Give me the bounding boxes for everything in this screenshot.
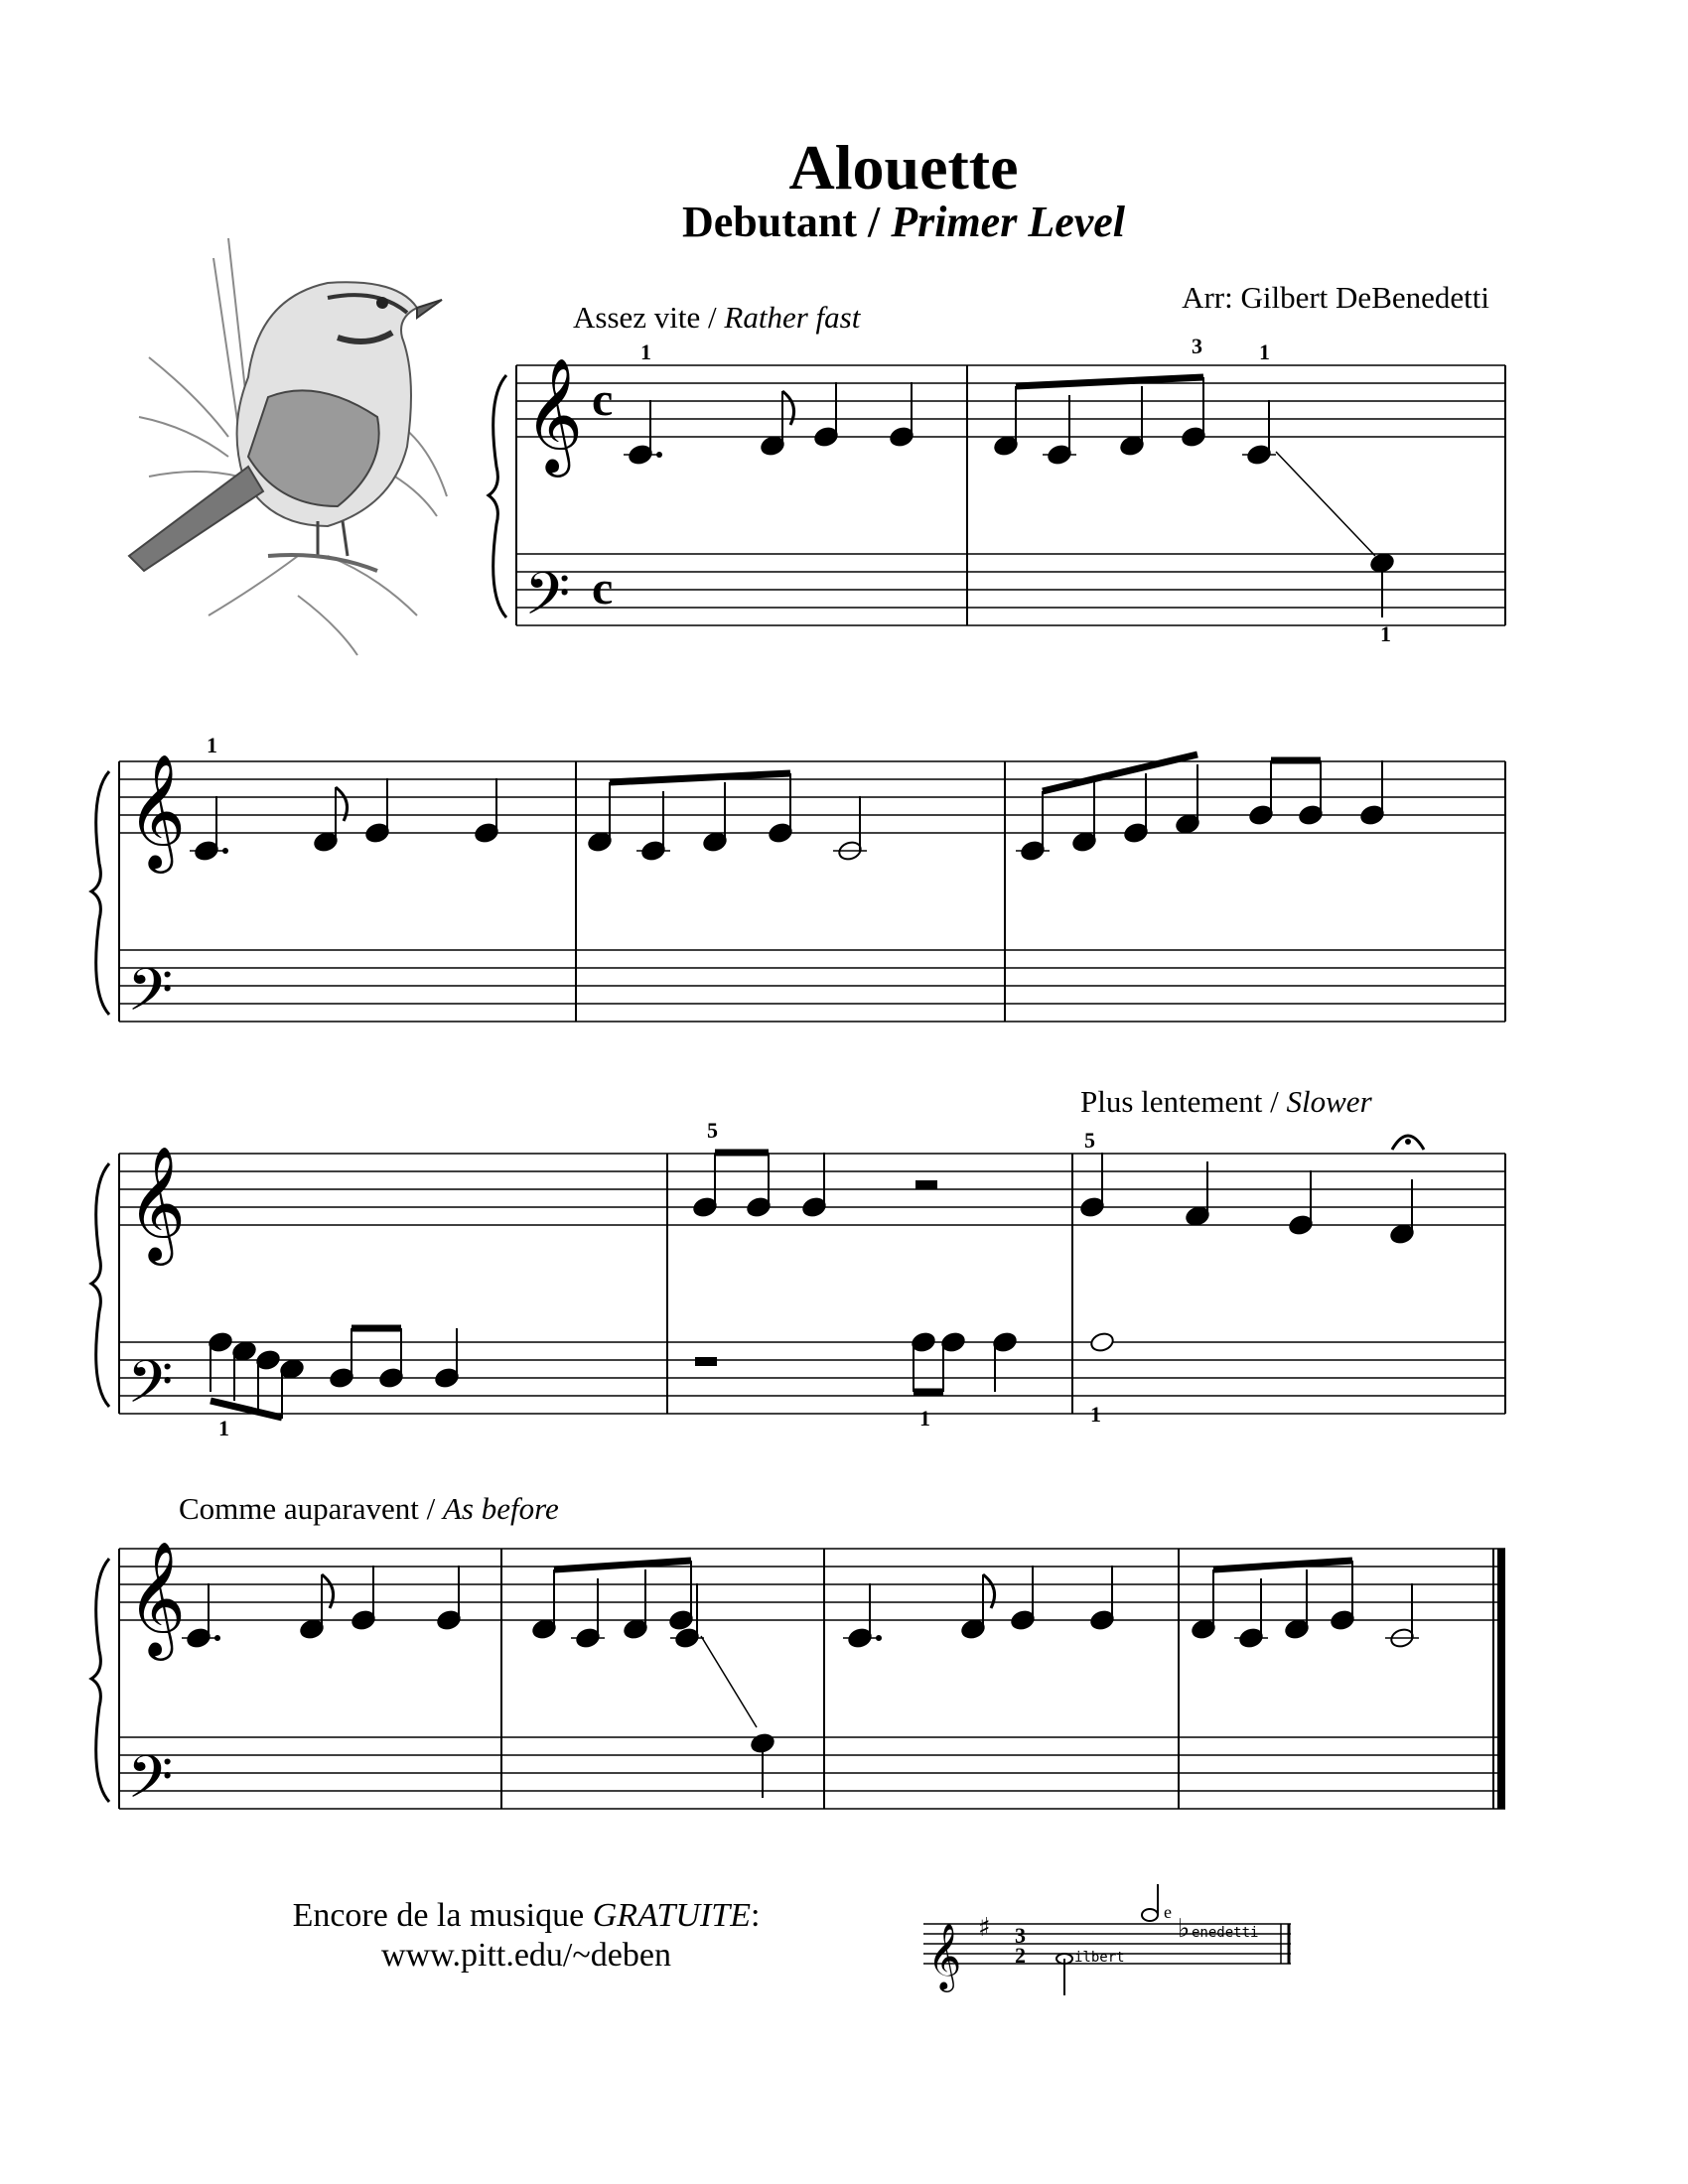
- clefs: [127, 356, 583, 1826]
- treble-clef-icon: 𝄞: [524, 356, 584, 473]
- system-3: [91, 1154, 1505, 1414]
- tempo-slower-fr: Plus lentement /: [1080, 1084, 1279, 1119]
- time-signatures: [592, 373, 613, 614]
- treble-staff-lines: [516, 365, 1505, 437]
- tempo-start-en: Rather fast: [724, 300, 861, 335]
- logo-time-sig-num: 3: [1015, 1923, 1026, 1948]
- footer-url[interactable]: www.pitt.edu/~deben: [381, 1937, 671, 1974]
- bass-staff-lines: [119, 1342, 1505, 1414]
- beam: [1213, 1561, 1352, 1570]
- treble-staff-lines: [119, 1549, 1505, 1620]
- bass-clef-icon: 𝄢: [127, 1347, 174, 1431]
- bass-staff-lines: [516, 554, 1505, 625]
- tempo-as-before-en: As before: [443, 1491, 559, 1526]
- half-rest: [915, 1180, 937, 1189]
- time-signature-treble: c: [592, 373, 614, 426]
- flag: [322, 1574, 334, 1608]
- system-1: [489, 365, 1505, 625]
- logo-sharp-icon: ♯: [978, 1913, 991, 1943]
- tempo-start-fr: Assez vite /: [573, 300, 717, 335]
- time-signature-bass: c: [592, 562, 614, 614]
- bass-staff-lines: [119, 1737, 1505, 1809]
- system-4: [91, 1549, 1505, 1809]
- logo-text-g: ilbert: [1074, 1950, 1125, 1966]
- fingering: 1: [1090, 1402, 1101, 1427]
- half-rest: [695, 1357, 717, 1366]
- fingering: 1: [218, 1416, 229, 1440]
- bass-clef-icon: 𝄢: [127, 1742, 174, 1826]
- flag: [983, 1574, 995, 1608]
- level-en: Primer Level: [891, 198, 1126, 246]
- footer-emphasis: GRATUITE: [592, 1897, 751, 1934]
- publisher-logo: [923, 1884, 1291, 1995]
- treble-staff-lines: [119, 761, 1505, 833]
- dot: [656, 452, 662, 458]
- voice-line: [701, 1636, 757, 1727]
- fingerings: [207, 334, 1391, 1440]
- arranger-credit: Arr: Gilbert DeBenedetti: [1182, 280, 1489, 315]
- treble-clef-icon: 𝄞: [127, 752, 187, 869]
- dot: [876, 1635, 882, 1641]
- system-2: [91, 761, 1505, 1022]
- tempo-slower-en: Slower: [1286, 1084, 1372, 1119]
- logo-time-sig-den: 2: [1015, 1943, 1026, 1968]
- piece-title: Alouette: [788, 132, 1019, 203]
- treble-clef-icon: 𝄞: [127, 1540, 187, 1656]
- tempo-as-before-fr: Comme auparavent /: [179, 1491, 436, 1526]
- fingering: 3: [1192, 334, 1202, 358]
- logo-text-deb: enedetti: [1192, 1925, 1259, 1941]
- beam: [1016, 377, 1203, 386]
- notehead: [1089, 1331, 1115, 1354]
- treble-clef-icon: 𝄞: [127, 1145, 187, 1261]
- bass-clef-icon: 𝄢: [127, 955, 174, 1038]
- level-fr: Debutant /: [681, 198, 881, 246]
- bass-clef-icon: 𝄢: [524, 559, 571, 642]
- fingering: 5: [707, 1118, 718, 1143]
- bass-staff-lines: [119, 950, 1505, 1022]
- fingering: 1: [1380, 621, 1391, 646]
- brace: [489, 375, 506, 617]
- fingering: 5: [1084, 1128, 1095, 1153]
- fingering: 1: [1259, 340, 1270, 364]
- fingering: 1: [640, 340, 651, 364]
- beam: [554, 1561, 691, 1570]
- beam: [610, 773, 790, 782]
- flag: [336, 787, 348, 821]
- flag: [782, 391, 794, 425]
- footer-line1: Encore de la musique: [292, 1897, 585, 1934]
- voice-line: [1276, 452, 1375, 556]
- svg-text:e: e: [1164, 1902, 1172, 1922]
- bird-illustration: [129, 238, 447, 655]
- logo-treble-clef-icon: 𝄞: [927, 1922, 962, 1989]
- footer-colon: :: [750, 1897, 761, 1934]
- beam: [1043, 754, 1197, 791]
- dot: [1405, 1139, 1411, 1145]
- svg-text:♭: ♭: [1178, 1914, 1191, 1944]
- fingering: 1: [207, 733, 217, 757]
- dot: [222, 848, 228, 854]
- fingering: 1: [919, 1406, 930, 1431]
- dot: [214, 1635, 220, 1641]
